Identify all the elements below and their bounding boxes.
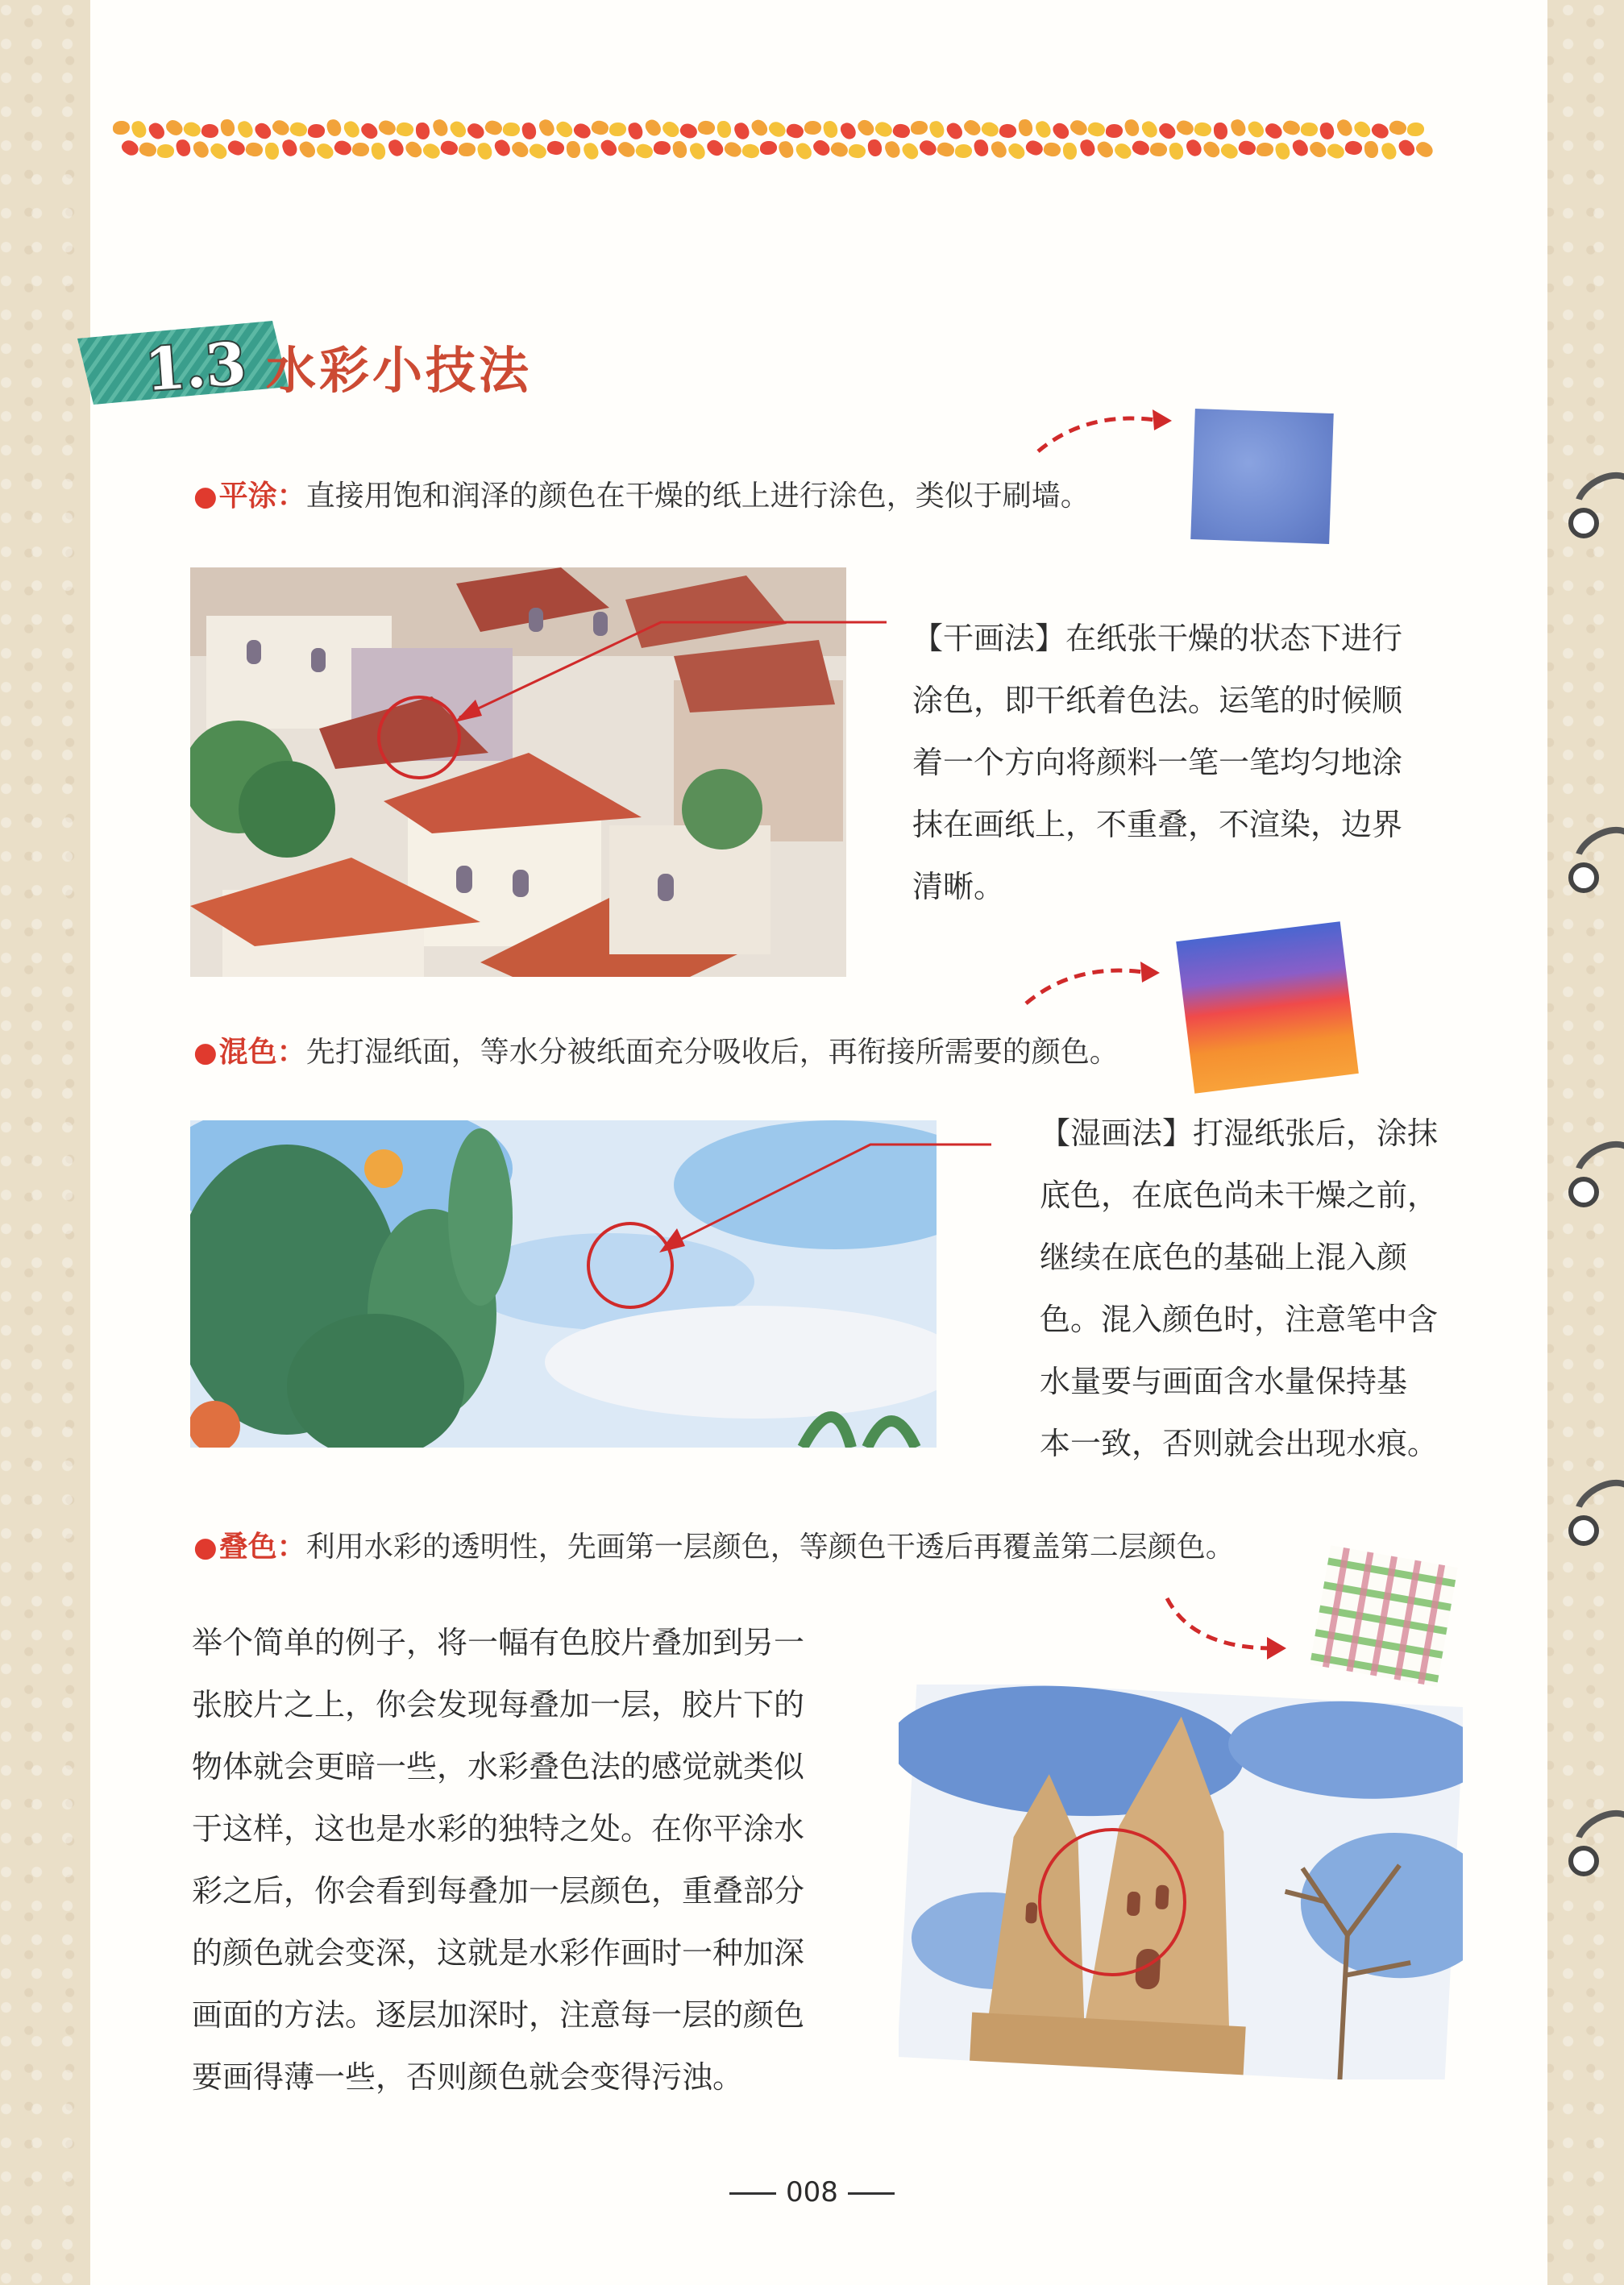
dry-brush-note [912,608,1444,918]
confetti-dot [571,121,593,142]
confetti-dot [1246,118,1267,140]
confetti-dot [502,122,521,138]
confetti-dot [778,139,795,160]
confetti-dot [634,142,655,161]
confetti-dot [627,121,645,140]
confetti-dot [733,121,751,142]
confetti-dot [359,120,380,142]
confetti-dot [1050,120,1071,142]
confetti-dot [448,118,469,140]
note-line: 清晰。 [912,869,1005,904]
confetti-dot [201,123,220,139]
note-line: 抹在画纸上，不重叠，不渲染，边界 [912,807,1403,842]
note-line: 底色，在底色尚未干燥之前， [1040,1178,1439,1213]
confetti-dot [696,119,716,136]
page-footer [0,2176,1624,2208]
confetti-dot [280,138,298,158]
confetti-dot [867,139,883,156]
confetti-dot [911,121,928,135]
confetti-dot [1140,118,1160,140]
confetti-dot [387,138,406,159]
confetti-dot [1112,140,1134,162]
confetti-dot [1024,138,1045,158]
confetti-dot [1290,137,1310,159]
confetti-dot [566,141,580,159]
wet-on-wet-note [1040,1103,1459,1475]
confetti-dot [1086,120,1107,139]
bullet-dot-icon: ● [193,1531,218,1564]
body-line: 举个简单的例子，将一幅有色胶片叠加到另一 [192,1625,805,1660]
confetti-dot [439,139,459,157]
layering-description: 利用水彩的透明性，先画第一层颜色，等颜色干透后再覆盖第二层颜色。 [305,1531,1235,1564]
confetti-dot [1157,120,1178,142]
body-line: 的颜色就会变深，这就是水彩作画时一种加深 [192,1935,805,1971]
confetti-dot [314,140,336,162]
confetti-dot [289,120,309,139]
confetti-dot [459,142,476,156]
confetti-dot [431,118,450,138]
confetti-dot [643,117,663,139]
confetti-dot [147,120,168,142]
confetti-dot [326,118,343,137]
body-line: 物体就会更暗一些，水彩叠色法的感觉就类似 [192,1749,805,1784]
confetti-dot [687,140,707,161]
note-line: 涂色，即干纸着色法。运笔的时候顺 [912,683,1403,718]
dashed-arrow-icon [1020,955,1165,1012]
confetti-dot [138,140,159,159]
confetti-dot [962,117,983,139]
section-number: 1.3 [143,328,249,405]
confetti-dot [1380,141,1398,161]
confetti-dot [509,139,531,160]
blending-description: 先打湿纸面，等水分被纸面充分吸收后，再衔接所需要的颜色。 [305,1036,1119,1069]
confetti-dot [804,120,822,135]
confetti-dot [1319,122,1335,140]
confetti-dot [554,118,575,140]
confetti-dot [1149,141,1168,157]
dashed-arrow-icon [1032,403,1177,459]
confetti-dot [848,143,867,160]
note-line: 水量要与画面含水量保持基 [1040,1364,1408,1399]
confetti-dot [590,118,610,137]
confetti-dot [1174,118,1196,138]
body-line: 张胶片之上，你会发现每叠加一层，胶片下的 [192,1687,805,1722]
confetti-dot [1185,138,1204,159]
confetti-dot [119,137,141,158]
confetti-dot [483,118,504,137]
confetti-dot [1388,118,1408,137]
confetti-dot [678,121,700,141]
confetti-dot [476,141,493,160]
confetti-dot [546,139,565,156]
confetti-dot [716,120,731,138]
note-line: 【湿画法】打湿纸张后，涂抹 [1040,1115,1439,1151]
confetti-dot [917,137,939,158]
confetti-dot [1352,118,1373,140]
layering-swatch [1307,1543,1460,1689]
confetti-dot [376,118,398,138]
note-line: 本一致，否则就会出现水痕。 [1040,1426,1439,1461]
confetti-dot [722,139,744,160]
blending-swatch [1176,921,1359,1094]
confetti-dot [616,139,638,160]
confetti-dot [1344,139,1363,156]
confetti-dot [1063,143,1077,160]
confetti-dot [1042,141,1062,159]
confetti-dot [226,138,247,158]
confetti-dot [1307,139,1329,160]
confetti-dot [582,141,600,161]
confetti-dot [1018,118,1033,137]
confetti-dot [936,140,957,159]
confetti-dot [403,139,424,160]
confetti-dot [1105,123,1123,138]
body-line: 于这样，这也是水彩的独特之处。在你平涂水 [192,1811,805,1847]
confetti-dot [855,117,877,139]
confetti-dot [175,139,192,158]
callout-line-icon [371,613,887,790]
confetti-dot [342,118,362,140]
confetti-dot [873,119,895,140]
confetti-dot [130,119,147,139]
confetti-dot [704,137,726,159]
confetti-dot [609,123,627,137]
confetti-dot [1095,139,1116,160]
confetti-dot [156,143,174,159]
confetti-dot [113,121,130,135]
confetti-dot [749,117,770,139]
bullet-dot-icon: ● [193,1037,218,1069]
confetti-dot [1369,121,1391,142]
confetti-dot [307,123,325,138]
footer-rule [848,2192,895,2195]
confetti-dot [954,143,972,159]
confetti-dot [1219,141,1240,162]
confetti-dot [1281,118,1302,137]
note-line: 色。混入颜色时，注意笔中含 [1040,1302,1439,1337]
confetti-dot [1078,138,1096,158]
note-line: 着一个方向将颜料一笔一笔均匀地涂 [912,745,1403,780]
confetti-dot [1214,123,1228,140]
confetti-dot [883,139,902,160]
confetti-dot [1274,141,1291,160]
callout-circle-icon [1024,1813,1201,1991]
confetti-dot [416,123,430,140]
flat-wash-description: 直接用饱和润泽的颜色在干燥的纸上进行涂色，类似于刷墙。 [305,480,1090,513]
confetti-dot [1263,120,1285,142]
confetti-dot [164,117,185,139]
confetti-dot [332,138,353,157]
confetti-dot [741,142,761,160]
flat-wash-swatch [1190,409,1334,544]
confetti-dot [1034,119,1053,140]
confetti-dots-border [113,121,1418,163]
confetti-dot [671,140,687,159]
confetti-dot [1068,117,1090,138]
body-line: 画面的方法。逐层加深时，注意每一层的颜色 [192,1997,805,2033]
blending-line [193,1038,1119,1067]
confetti-dot [979,119,1000,139]
footer-rule [729,2192,776,2195]
confetti-dot [891,122,912,139]
confetti-dot [945,120,966,142]
confetti-dot [395,121,414,139]
confetti-dot [270,117,292,138]
dashed-arrow-icon [1161,1592,1290,1664]
confetti-dot [1237,139,1257,157]
confetti-dot [999,123,1018,139]
flat-wash-line [193,482,1090,511]
page-number: 008 [786,2176,838,2208]
confetti-dot [351,141,370,157]
confetti-dot [1201,139,1222,160]
confetti-dot [1193,121,1212,139]
confetti-dot [537,117,556,138]
confetti-dot [785,122,806,141]
confetti-dot [928,119,945,139]
confetti-dot [1325,141,1347,161]
flat-wash-keyword: 平涂： [218,480,306,513]
confetti-dot [760,141,777,155]
confetti-dot [371,142,386,160]
confetti-dot [1124,118,1140,137]
confetti-dot [1397,137,1418,159]
confetti-dot [1256,142,1274,156]
body-line: 彩之后，你会看到每叠加一层颜色，重叠部分 [192,1873,805,1909]
confetti-dot [811,137,833,159]
bullet-dot-icon: ● [193,480,218,513]
confetti-dot [208,140,230,162]
confetti-dot [220,118,235,137]
confetti-dot [1006,140,1028,162]
confetti-dot [1335,117,1354,138]
confetti-dot [599,137,620,159]
confetti-dot [236,119,255,140]
confetti-dot [1169,142,1184,160]
confetti-dot [521,122,538,140]
confetti-dot [766,118,788,139]
note-line: 继续在底色的基础上混入颜 [1040,1240,1408,1275]
confetti-dot [973,139,990,158]
note-line: 【干画法】在纸张干燥的状态下进行 [912,621,1403,656]
confetti-dot [794,140,814,162]
confetti-dot [265,143,279,160]
confetti-dot [421,141,442,162]
confetti-dot [989,139,1009,160]
confetti-dot [492,137,513,159]
section-title: 水彩小技法 [266,341,533,400]
layering-keyword: 叠色： [218,1531,306,1564]
confetti-dot [829,139,849,160]
callout-line-icon [580,1136,991,1322]
confetti-dot [838,120,858,141]
confetti-dot [181,119,202,139]
confetti-dot [465,120,487,142]
confetti-dot [1130,138,1151,157]
blending-keyword: 混色： [218,1036,306,1069]
confetti-dot [191,139,211,160]
confetti-dot [822,120,838,139]
confetti-dot [899,140,920,162]
confetti-dot [1364,141,1378,159]
confetti-dot [252,120,273,142]
confetti-dot [1229,118,1248,138]
confetti-dot [527,141,549,161]
layering-body [192,1612,853,2108]
body-line: 要画得薄一些，否则颜色就会变得污浊。 [192,2059,744,2095]
layering-line [193,1533,1235,1562]
confetti-dot [660,118,682,140]
confetti-dot [244,141,264,159]
confetti-dot [297,139,318,160]
confetti-dot [653,140,671,156]
confetti-dot [1300,122,1319,138]
